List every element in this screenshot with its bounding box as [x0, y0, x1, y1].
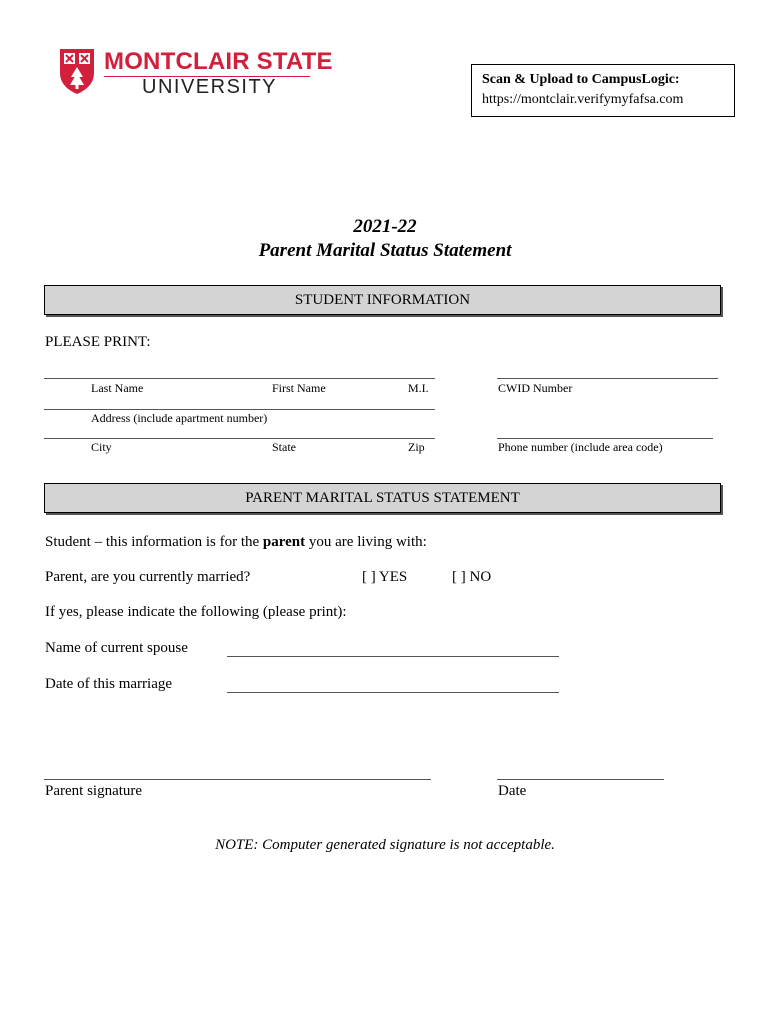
- signature-date-label: Date: [498, 783, 527, 799]
- city-label: City: [91, 440, 112, 454]
- document-title: Parent Marital Status Statement: [258, 240, 512, 261]
- shield-crest-icon: [58, 47, 96, 95]
- state-label: State: [272, 440, 296, 454]
- logo-text-primary: MONTCLAIR STATE: [104, 48, 333, 75]
- parent-signature-field-line[interactable]: [44, 779, 431, 780]
- upload-title: Scan & Upload to CampusLogic:: [482, 72, 680, 87]
- if-yes-instructions: If yes, please indicate the following (please print):: [45, 604, 347, 620]
- student-intro-text: [45, 534, 427, 551]
- intro-prefix: Student – this information is for the: [45, 534, 263, 550]
- phone-number-label: Phone number (include area code): [498, 440, 663, 454]
- spouse-name-label: Name of current spouse: [45, 640, 188, 656]
- cwid-number-label: CWID Number: [498, 381, 573, 395]
- name-field-line[interactable]: [44, 378, 435, 379]
- married-question: Parent, are you currently married?: [45, 569, 251, 585]
- university-logo: [58, 47, 333, 99]
- upload-url-link[interactable]: https://montclair.verifymyfafsa.com: [482, 92, 684, 107]
- spouse-name-field-line[interactable]: [227, 656, 559, 657]
- first-name-label: First Name: [272, 381, 326, 395]
- document-year: 2021-22: [353, 216, 417, 237]
- parent-signature-label: Parent signature: [45, 783, 143, 799]
- please-print-label: PLEASE PRINT:: [45, 334, 151, 350]
- marital-status-section-header: PARENT MARITAL STATUS STATEMENT: [44, 483, 721, 513]
- zip-label: Zip: [408, 440, 425, 454]
- student-info-section-header: STUDENT INFORMATION: [44, 285, 721, 315]
- cwid-field-line[interactable]: [497, 378, 718, 379]
- address-field-line[interactable]: [44, 409, 435, 410]
- phone-field-line[interactable]: [497, 438, 713, 439]
- city-state-zip-field-line[interactable]: [44, 438, 435, 439]
- last-name-label: Last Name: [91, 381, 144, 395]
- logo-text-secondary: UNIVERSITY: [142, 76, 278, 98]
- intro-suffix: you are living with:: [305, 534, 427, 550]
- middle-initial-label: M.I.: [408, 381, 429, 395]
- intro-bold-parent: parent: [262, 534, 306, 550]
- signature-note: NOTE: Computer generated signature is not acceptable.: [215, 837, 555, 853]
- signature-date-field-line[interactable]: [497, 779, 664, 780]
- no-checkbox-option[interactable]: [ ] NO: [452, 569, 492, 585]
- marriage-date-field-line[interactable]: [227, 692, 559, 693]
- address-label: Address (include apartment number): [91, 411, 268, 425]
- marriage-date-label: Date of this marriage: [45, 676, 173, 692]
- yes-checkbox-option[interactable]: [ ] YES: [362, 569, 408, 585]
- upload-instructions-box: [471, 64, 735, 117]
